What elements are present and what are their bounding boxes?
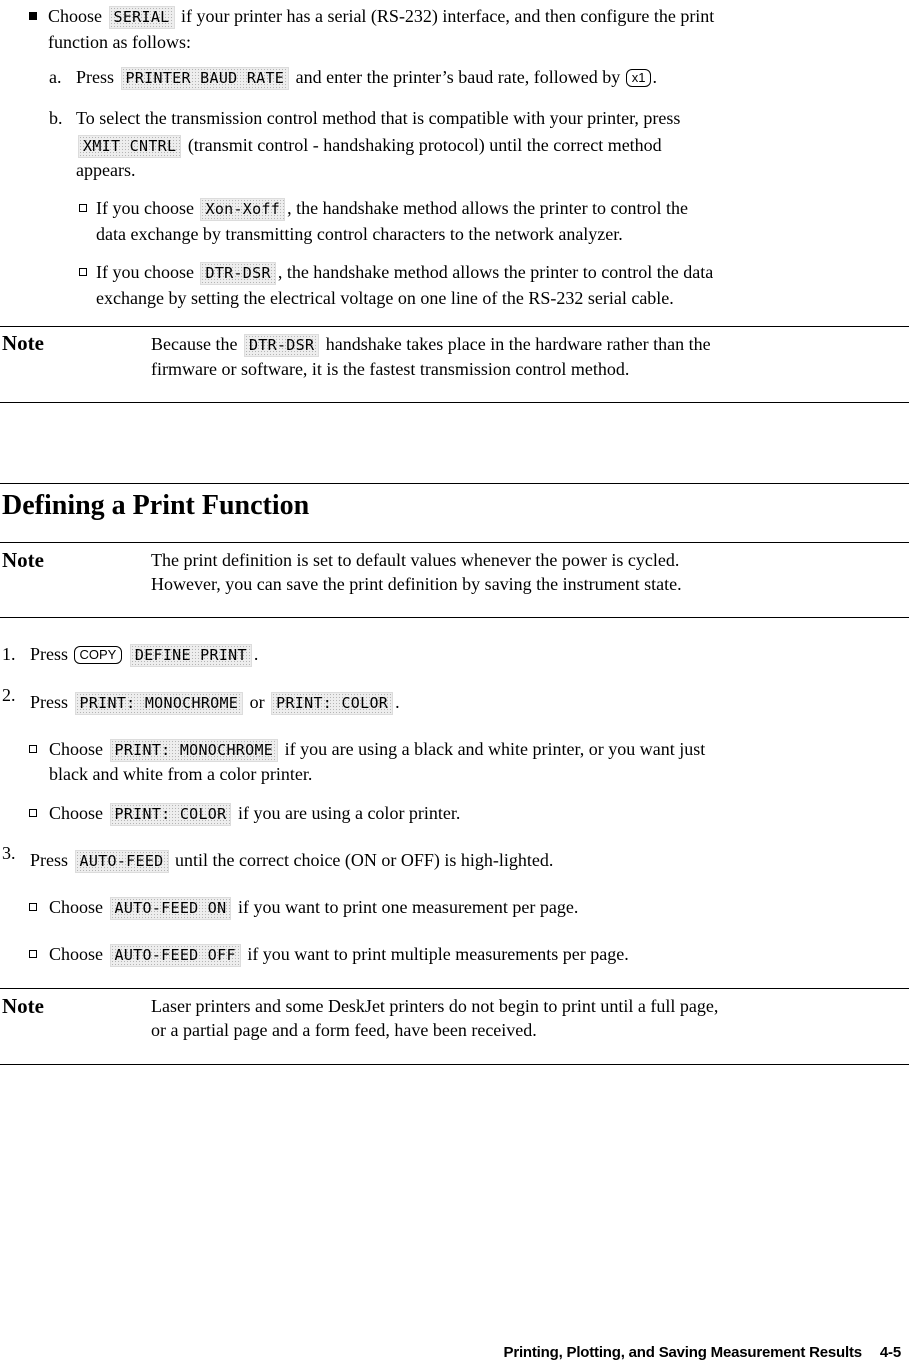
press-text: Press <box>30 850 69 870</box>
color-text: if you are using a color printer. <box>237 803 461 823</box>
baud-rate-step <box>76 65 657 90</box>
auto-feed-off-text: if you want to print multiple measurements per page. <box>247 944 629 964</box>
page-footer <box>504 1344 901 1361</box>
press-text: Press <box>76 67 115 87</box>
choose-text: Choose <box>49 897 103 917</box>
step-1 <box>30 642 258 667</box>
or-text: or <box>249 692 265 712</box>
divider <box>0 1064 909 1065</box>
auto-feed-off-softkey[interactable]: AUTO-FEED OFF <box>110 944 241 967</box>
bullet-hollow-icon <box>29 745 37 753</box>
dtr-dsr-line-2: exchange by setting the electrical voltage on one line of the RS-232 serial cable. <box>96 288 674 308</box>
dtr-dsr-softkey[interactable]: DTR-DSR <box>244 334 319 357</box>
choose-text: Choose <box>49 944 103 964</box>
step-2 <box>30 690 400 715</box>
copy-hardkey[interactable]: COPY <box>74 646 123 664</box>
note-1-line-2: firmware or software, it is the fastest transmission control method. <box>151 359 630 379</box>
choose-text: Choose <box>49 803 103 823</box>
print-monochrome-softkey[interactable]: PRINT: MONOCHROME <box>75 692 244 715</box>
note-label: Note <box>2 548 44 572</box>
print-monochrome-softkey[interactable]: PRINT: MONOCHROME <box>110 739 279 762</box>
xon-pre-text: If you choose <box>96 198 194 218</box>
xmit-step-line-3: appears. <box>76 160 136 180</box>
note-2-line-2: However, you can save the print definition by saving the instrument state. <box>151 574 682 594</box>
xon-xoff-line-2: data exchange by transmitting control characters to the network analyzer. <box>96 224 623 244</box>
baud-rate-text: and enter the printer’s baud rate, followed by <box>295 67 621 87</box>
note-1-line-1 <box>151 332 711 357</box>
bullet-hollow-icon <box>29 950 37 958</box>
bullet-hollow-icon <box>29 809 37 817</box>
dtr-dsr-line-1 <box>96 260 713 285</box>
dtr-dsr-softkey[interactable]: DTR-DSR <box>200 262 275 285</box>
press-text: Press <box>30 644 69 664</box>
period: . <box>652 67 657 87</box>
serial-step-text: if your printer has a serial (RS-232) interface, and then configure the print <box>181 6 715 26</box>
xmit-cntrl-softkey[interactable]: XMIT CNTRL <box>78 135 181 158</box>
step-number: 1. <box>2 644 16 664</box>
dtr-pre-text: If you choose <box>96 262 194 282</box>
page-number: 4-5 <box>879 1344 901 1361</box>
monochrome-text: if you are using a black and white printer, or you want just <box>284 739 706 759</box>
monochrome-line-1 <box>49 737 705 762</box>
divider <box>0 988 909 989</box>
xmit-step-line-2 <box>76 133 662 158</box>
note-1-pre: Because the <box>151 334 238 354</box>
xon-xoff-line-1 <box>96 196 688 221</box>
choose-text: Choose <box>48 6 102 26</box>
divider <box>0 617 909 618</box>
printer-baud-rate-softkey[interactable]: PRINTER BAUD RATE <box>121 67 290 90</box>
xon-xoff-softkey[interactable]: Xon-Xoff <box>200 198 285 221</box>
serial-softkey[interactable]: SERIAL <box>109 6 175 29</box>
auto-feed-text: until the correct choice (ON or OFF) is high-lighted. <box>175 850 554 870</box>
bullet-hollow-icon <box>79 268 87 276</box>
auto-feed-softkey[interactable]: AUTO-FEED <box>75 850 169 873</box>
note-label: Note <box>2 331 44 355</box>
section-title: Defining a Print Function <box>2 490 310 521</box>
section-rule <box>0 483 909 484</box>
divider <box>0 402 909 403</box>
auto-feed-off-line <box>49 942 629 967</box>
note-2-line-1: The print definition is set to default values whenever the power is cycled. <box>151 550 680 570</box>
note-3-line-2: or a partial page and a form feed, have been received. <box>151 1020 537 1040</box>
print-color-softkey[interactable]: PRINT: COLOR <box>271 692 393 715</box>
step-3 <box>30 848 553 873</box>
period: . <box>395 692 400 712</box>
step-number: 3. <box>2 843 16 863</box>
bullet-hollow-icon <box>79 204 87 212</box>
auto-feed-on-text: if you want to print one measurement per page. <box>237 897 579 917</box>
press-text: Press <box>30 692 69 712</box>
print-color-softkey[interactable]: PRINT: COLOR <box>110 803 232 826</box>
note-label: Note <box>2 994 44 1018</box>
note-3-line-1: Laser printers and some DeskJet printers do not begin to print until a full page, <box>151 996 719 1016</box>
define-print-softkey[interactable]: DEFINE PRINT <box>130 644 252 667</box>
color-line <box>49 801 460 826</box>
note-1-rest: handshake takes place in the hardware rather than the <box>325 334 711 354</box>
auto-feed-on-line <box>49 895 578 920</box>
xmit-step-line-1: To select the transmission control method that is compatible with your printer, press <box>76 108 681 128</box>
choose-text: Choose <box>49 739 103 759</box>
period: . <box>253 644 259 664</box>
bullet-hollow-icon <box>29 903 37 911</box>
dtr-rest-text: , the handshake method allows the printer to control the data <box>277 262 714 282</box>
substep-b-letter: b. <box>49 108 63 128</box>
divider <box>0 542 909 543</box>
auto-feed-on-softkey[interactable]: AUTO-FEED ON <box>110 897 232 920</box>
monochrome-line-2: black and white from a color printer. <box>49 764 313 784</box>
serial-step-line-2: function as follows: <box>48 32 191 52</box>
serial-step-line-1 <box>48 4 714 29</box>
divider <box>0 326 909 327</box>
footer-title: Printing, Plotting, and Saving Measurement Results <box>503 1344 862 1361</box>
step-number: 2. <box>2 685 16 705</box>
x1-hardkey[interactable]: x1 <box>626 69 652 87</box>
substep-a-letter: a. <box>49 67 62 87</box>
xon-rest-text: , the handshake method allows the printer to control the <box>287 198 689 218</box>
bullet-square-icon <box>29 12 37 20</box>
xmit-step-text: (transmit control - handshaking protocol) until the correct method <box>187 135 662 155</box>
